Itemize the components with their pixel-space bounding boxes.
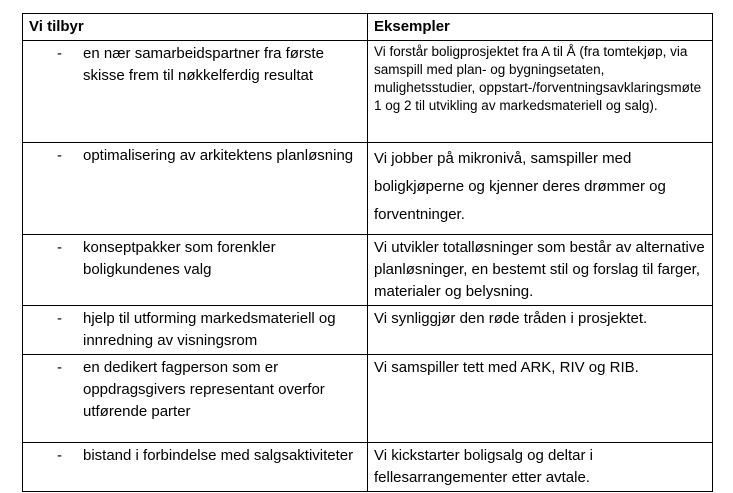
offer-cell	[23, 235, 368, 306]
example-cell	[368, 306, 713, 355]
table-row	[23, 306, 713, 355]
header-row	[23, 14, 713, 41]
offer-text: en nær samarbeidspartner fra første skisse frem til nøkkelferdig resultat	[83, 45, 324, 84]
header-eksempler: Eksempler	[368, 14, 713, 41]
example-cell	[368, 143, 713, 235]
table-row	[23, 41, 713, 143]
example-text: Vi synliggjør den røde tråden i prosjektet.	[374, 310, 648, 327]
bullet-dash: -	[57, 239, 62, 256]
example-text: Vi samspiller tett med ARK, RIV og RIB.	[374, 359, 639, 376]
table-row	[23, 355, 713, 443]
offer-text: hjelp til utforming markedsmateriell og innredning av visningsrom	[83, 310, 336, 349]
offer-cell	[23, 443, 368, 492]
bullet-dash: -	[57, 447, 62, 464]
bullet-dash: -	[57, 359, 62, 376]
example-text: Vi utvikler totalløsninger som består av alternative planløsninger, en bestemt stil og forslag til farger, materialer og belysning.	[374, 239, 705, 300]
offer-cell	[23, 41, 368, 143]
bullet-dash: -	[57, 45, 62, 62]
example-text: Vi kickstarter boligsalg og deltar i fellesarrangementer etter avtale.	[374, 447, 593, 486]
offer-text: optimalisering av arkitektens planløsning	[83, 147, 354, 164]
offer-cell	[23, 306, 368, 355]
header-vi-tilbyr: Vi tilbyr	[23, 14, 368, 41]
bullet-dash: -	[57, 147, 62, 164]
example-cell	[368, 235, 713, 306]
table-row	[23, 235, 713, 306]
table-row	[23, 443, 713, 492]
offer-cell	[23, 143, 368, 235]
offer-cell	[23, 355, 368, 443]
table-row	[23, 143, 713, 235]
example-text: Vi forstår boligprosjektet fra A til Å (fra tomtekjøp, via samspill med plan- og bygningsetaten, mulighetsstudier, oppstart-/forventningsavklaringsmøte 1 og 2 til utvikling av markedsmateriell og salg).	[374, 44, 702, 113]
example-cell	[368, 355, 713, 443]
example-cell	[368, 41, 713, 143]
example-cell	[368, 443, 713, 492]
example-text: Vi jobber på mikronivå, samspiller med boligkjøperne og kjenner deres drømmer og forventninger.	[374, 150, 666, 223]
offer-text: bistand i forbindelse med salgsaktiviteter	[83, 447, 354, 464]
offer-text: konseptpakker som forenkler boligkundenes valg	[83, 239, 276, 278]
offer-table	[22, 13, 713, 492]
offer-text: en dedikert fagperson som er oppdragsgivers representant overfor utførende parter	[83, 359, 325, 420]
bullet-dash: -	[57, 310, 62, 327]
